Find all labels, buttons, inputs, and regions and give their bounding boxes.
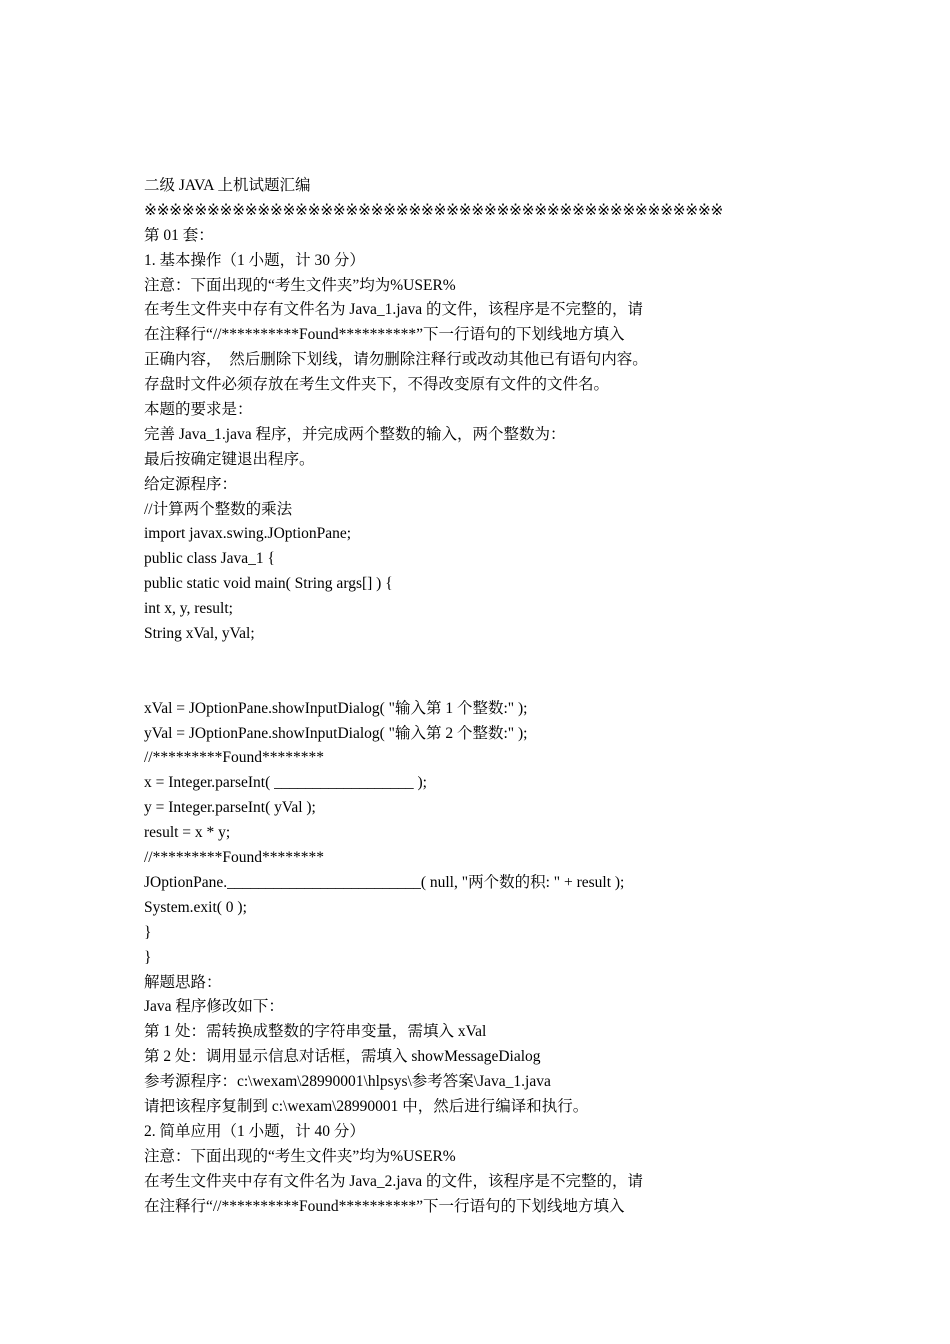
code-line: } [144, 923, 152, 941]
blank-line [144, 647, 764, 672]
text-line: 完善 Java_1.java 程序，并完成两个整数的输入，两个整数为： [144, 425, 566, 443]
text-line: 给定源程序： [144, 475, 238, 493]
text-line: 正确内容， 然后删除下划线，请勿删除注释行或改动其他已有语句内容。 [144, 351, 648, 369]
code-line: x = Integer.parseInt( __________________ ); [144, 774, 427, 792]
separator-line: ※※※※※※※※※※※※※※※※※※※※※※※※※※※※※※※※※※※※※※※※※※※※※※ [144, 201, 724, 219]
code-line: y = Integer.parseInt( yVal ); [144, 799, 316, 817]
text-line: 解题思路： [144, 973, 222, 991]
text-line: 注意：下面出现的“考生文件夹”均为%USER% [144, 276, 456, 294]
doc-title: 二级 JAVA 上机试题汇编 [144, 177, 311, 194]
text-line: 注意：下面出现的“考生文件夹”均为%USER% [144, 1147, 456, 1165]
text-line: 第 1 处：需转换成整数的字符串变量，需填入 xVal [144, 1023, 487, 1041]
text-line: 在考生文件夹中存有文件名为 Java_1.java 的文件，该程序是不完整的，请 [144, 301, 643, 319]
code-line: } [144, 948, 152, 966]
code-line: yVal = JOptionPane.showInputDialog( "输入第 2 个整数:" ); [144, 724, 528, 742]
text-line: 参考源程序：c:\wexam\28990001\hlpsys\参考答案\Java_1.java [144, 1073, 551, 1091]
code-line: String xVal, yVal; [144, 625, 255, 643]
text-line: 第 2 处：调用显示信息对话框，需填入 showMessageDialog [144, 1048, 541, 1066]
text-line: 请把该程序复制到 c:\wexam\28990001 中，然后进行编译和执行。 [144, 1097, 589, 1115]
code-line: //*********Found******** [144, 749, 324, 767]
text-line: 本题的要求是： [144, 401, 253, 419]
code-line: import javax.swing.JOptionPane; [144, 525, 352, 543]
code-line: result = x * y; [144, 824, 231, 842]
document-body [144, 174, 764, 1219]
code-line: public class Java_1 { [144, 550, 275, 568]
text-line: 在考生文件夹中存有文件名为 Java_2.java 的文件，该程序是不完整的，请 [144, 1172, 643, 1190]
text-line: Java 程序修改如下： [144, 998, 284, 1016]
blank-line [144, 672, 764, 697]
text-line: 在注释行“//**********Found**********”下一行语句的下划线地方填入 [144, 1197, 625, 1215]
text-line: 最后按确定键退出程序。 [144, 450, 315, 468]
set-heading: 第 01 套： [144, 226, 214, 244]
code-line: //计算两个整数的乘法 [144, 500, 293, 518]
text-line: 在注释行“//**********Found**********”下一行语句的下划线地方填入 [144, 326, 625, 344]
code-line: System.exit( 0 ); [144, 898, 247, 916]
code-line: int x, y, result; [144, 600, 233, 618]
code-line: JOptionPane._________________________( null, "两个数的积: " + result ); [144, 873, 625, 891]
section-heading-simple: 2. 简单应用（1 小题，计 40 分） [144, 1122, 365, 1140]
section-heading-basic: 1. 基本操作（1 小题，计 30 分） [144, 251, 365, 269]
code-line: xVal = JOptionPane.showInputDialog( "输入第 1 个整数:" ); [144, 699, 528, 717]
code-line: //*********Found******** [144, 849, 324, 867]
code-line: public static void main( String args[] ) { [144, 575, 393, 593]
text-line: 存盘时文件必须存放在考生文件夹下，不得改变原有文件的文件名。 [144, 376, 610, 394]
